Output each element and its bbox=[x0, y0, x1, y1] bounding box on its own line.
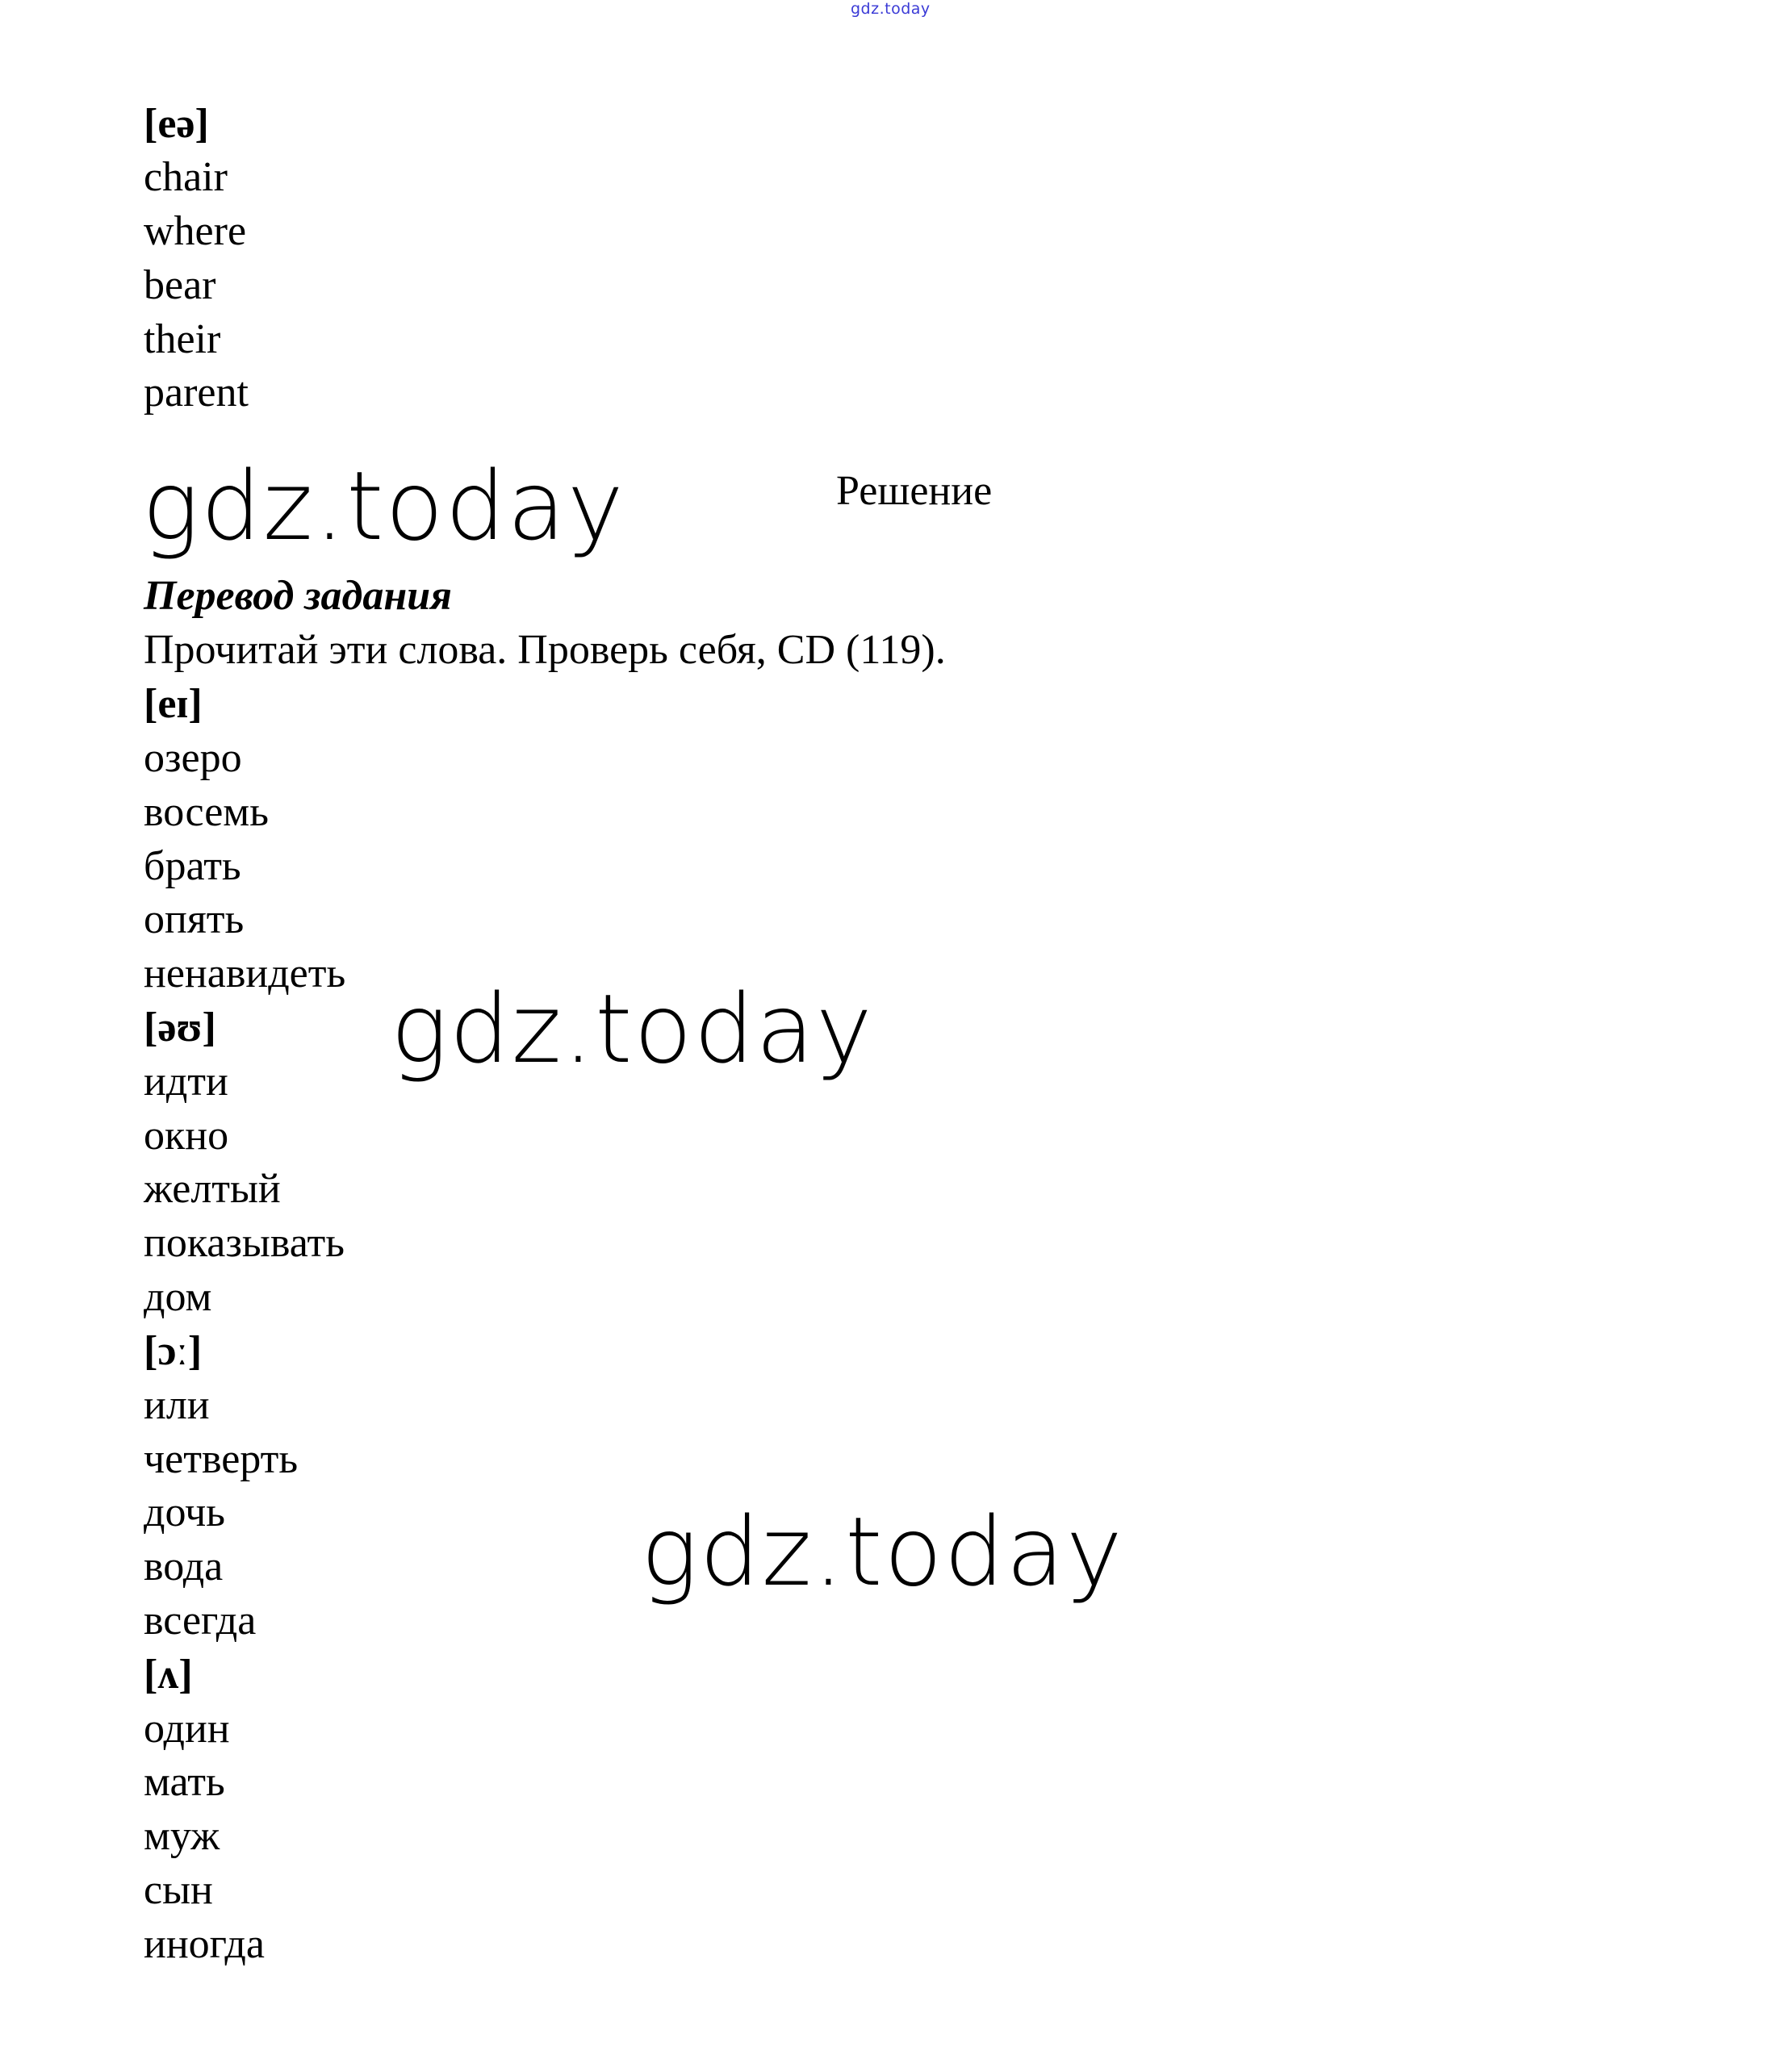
word-item: четверть bbox=[144, 1436, 299, 1482]
ipa-symbol: [ʌ] bbox=[144, 1652, 193, 1698]
word-item: всегда bbox=[144, 1598, 257, 1644]
word-item: иногда bbox=[144, 1921, 265, 1967]
word-item: дочь bbox=[144, 1489, 225, 1535]
word-item: their bbox=[144, 316, 221, 362]
watermark-logo: gdz.today bbox=[641, 1496, 1124, 1607]
word-item: where bbox=[144, 208, 247, 254]
ipa-symbol: [əʊ] bbox=[144, 1005, 216, 1051]
word-item: сын bbox=[144, 1867, 213, 1913]
ipa-symbol: [eɪ] bbox=[144, 681, 203, 727]
ipa-symbol: [eə] bbox=[144, 101, 209, 147]
translation-instruction: Прочитай эти слова. Проверь себя, CD (119). bbox=[144, 627, 946, 673]
solution-label: Решение bbox=[836, 468, 993, 514]
word-item: chair bbox=[144, 154, 228, 200]
word-item: показывать bbox=[144, 1220, 345, 1266]
watermark-logo: gdz.today bbox=[391, 973, 874, 1084]
word-item: окно bbox=[144, 1113, 229, 1159]
watermark-logo: gdz.today bbox=[142, 450, 625, 562]
word-item: идти bbox=[144, 1059, 228, 1105]
word-item: дом bbox=[144, 1274, 212, 1320]
word-item: восемь bbox=[144, 789, 269, 835]
top-watermark: gdz.today bbox=[851, 0, 931, 18]
translation-heading: Перевод задания bbox=[144, 573, 452, 619]
word-item: bear bbox=[144, 262, 216, 308]
word-item: parent bbox=[144, 370, 249, 416]
word-item: вода bbox=[144, 1544, 224, 1590]
word-item: ненавидеть bbox=[144, 950, 346, 996]
word-item: желтый bbox=[144, 1166, 281, 1212]
word-item: мать bbox=[144, 1759, 225, 1805]
word-item: муж bbox=[144, 1813, 220, 1859]
word-item: озеро bbox=[144, 735, 242, 781]
word-item: один bbox=[144, 1706, 230, 1752]
word-item: или bbox=[144, 1382, 210, 1428]
ipa-symbol: [ɔː] bbox=[144, 1328, 203, 1374]
word-item: опять bbox=[144, 896, 245, 942]
word-item: брать bbox=[144, 843, 241, 889]
